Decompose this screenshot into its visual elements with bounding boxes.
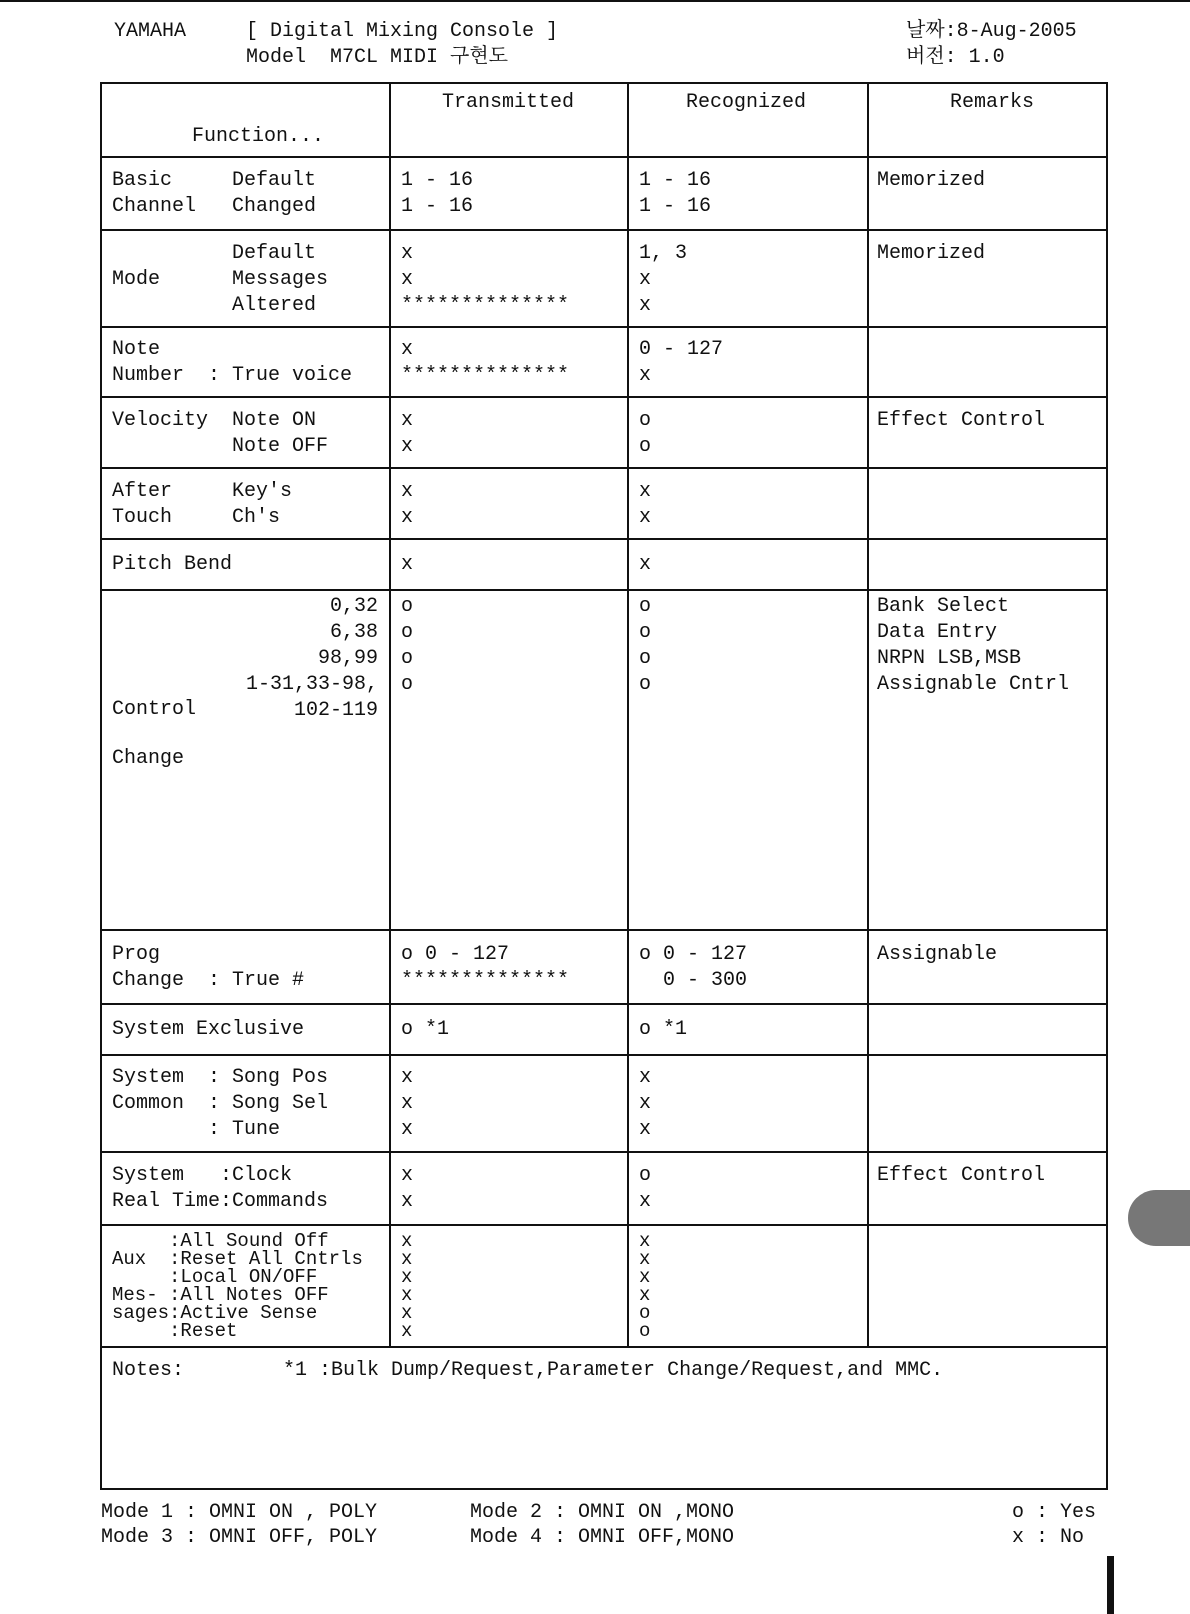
aux-messages-function: :All Sound Off Aux :Reset All Cntrls :Local ON/OFF Mes- :All Notes OFF sages:Active Sense :Reset: [112, 1230, 363, 1342]
mode-transmitted: x x **************: [401, 242, 570, 317]
after-touch-function: After Key's Touch Ch's: [112, 480, 293, 529]
notes-text: *1 :Bulk Dump/Request,Parameter Change/Request,and MMC.: [283, 1359, 944, 1382]
page-edge-bar: [1107, 1556, 1114, 1614]
footer-mode-1: Mode 1 : OMNI ON , POLY: [101, 1501, 378, 1524]
basic-channel-recognized: 1 - 16 1 - 16: [639, 169, 712, 218]
system-common-function: System : Song Pos Common : Song Sel : Tune: [112, 1066, 329, 1141]
document-title: [ Digital Mixing Console ]: [246, 20, 559, 43]
velocity-recognized: o o: [639, 409, 652, 458]
footer-mode-4: Mode 4 : OMNI OFF,MONO: [470, 1526, 735, 1549]
control-change-label-2: Change: [112, 747, 185, 770]
system-exclusive-recognized: o *1: [639, 1018, 688, 1041]
basic-channel-remarks: Memorized: [877, 169, 986, 192]
brand-name: YAMAHA: [114, 20, 187, 43]
footer-mode-2: Mode 2 : OMNI ON ,MONO: [470, 1501, 735, 1524]
footer-mode-3: Mode 3 : OMNI OFF, POLY: [101, 1526, 378, 1549]
header-function: Function...: [192, 125, 325, 148]
system-exclusive-function: System Exclusive: [112, 1018, 305, 1041]
aux-messages-transmitted: x x x x x x: [401, 1230, 413, 1342]
velocity-transmitted: x x: [401, 409, 414, 458]
control-change-numbers: 0,32 6,38 98,99 1-31,33-98, 102-119: [245, 595, 378, 722]
aux-messages-recognized: x x x x o o: [639, 1230, 651, 1342]
pitch-bend-transmitted: x: [401, 553, 414, 576]
header-transmitted: Transmitted: [442, 91, 575, 114]
notes-label: Notes:: [112, 1359, 185, 1382]
header-recognized: Recognized: [686, 91, 807, 114]
control-change-remarks: Bank Select Data Entry NRPN LSB,MSB Assignable Cntrl: [877, 595, 1070, 696]
mode-function: Default Mode Messages Altered: [112, 242, 329, 317]
note-number-function: Note Number : True voice: [112, 338, 353, 387]
basic-channel-transmitted: 1 - 16 1 - 16: [401, 169, 474, 218]
section-tab-marker: [1128, 1190, 1190, 1246]
prog-change-recognized: o 0 - 127 0 - 300: [639, 943, 748, 992]
control-change-transmitted: o o o o: [401, 595, 414, 696]
velocity-remarks: Effect Control: [877, 409, 1046, 432]
note-number-recognized: 0 - 127 x: [639, 338, 724, 387]
system-realtime-recognized: o x: [639, 1164, 652, 1213]
date-label: 날짜:8-Aug-2005: [906, 20, 1077, 43]
system-common-recognized: x x x: [639, 1066, 652, 1141]
system-realtime-transmitted: x x: [401, 1164, 414, 1213]
note-number-transmitted: x **************: [401, 338, 570, 387]
pitch-bend-function: Pitch Bend: [112, 553, 233, 576]
legend-yes: o : Yes: [1012, 1501, 1097, 1524]
control-change-label: Control: [112, 698, 197, 721]
prog-change-transmitted: o 0 - 127 **************: [401, 943, 570, 992]
system-common-transmitted: x x x: [401, 1066, 414, 1141]
velocity-function: Velocity Note ON Note OFF: [112, 409, 329, 458]
prog-change-function: Prog Change : True #: [112, 943, 305, 992]
model-line: Model M7CL MIDI 구현도: [246, 46, 508, 69]
mode-remarks: Memorized: [877, 242, 986, 265]
legend-no: x : No: [1012, 1526, 1085, 1549]
version-label: 버전: 1.0: [906, 46, 1005, 69]
system-realtime-function: System :Clock Real Time:Commands: [112, 1164, 329, 1213]
after-touch-recognized: x x: [639, 480, 652, 529]
prog-change-remarks: Assignable: [877, 943, 998, 966]
control-change-recognized: o o o o: [639, 595, 652, 696]
mode-recognized: 1, 3 x x: [639, 242, 688, 317]
after-touch-transmitted: x x: [401, 480, 414, 529]
basic-channel-function: Basic Default Channel Changed: [112, 169, 317, 218]
system-exclusive-transmitted: o *1: [401, 1018, 450, 1041]
system-realtime-remarks: Effect Control: [877, 1164, 1046, 1187]
pitch-bend-recognized: x: [639, 553, 652, 576]
header-remarks: Remarks: [950, 91, 1035, 114]
